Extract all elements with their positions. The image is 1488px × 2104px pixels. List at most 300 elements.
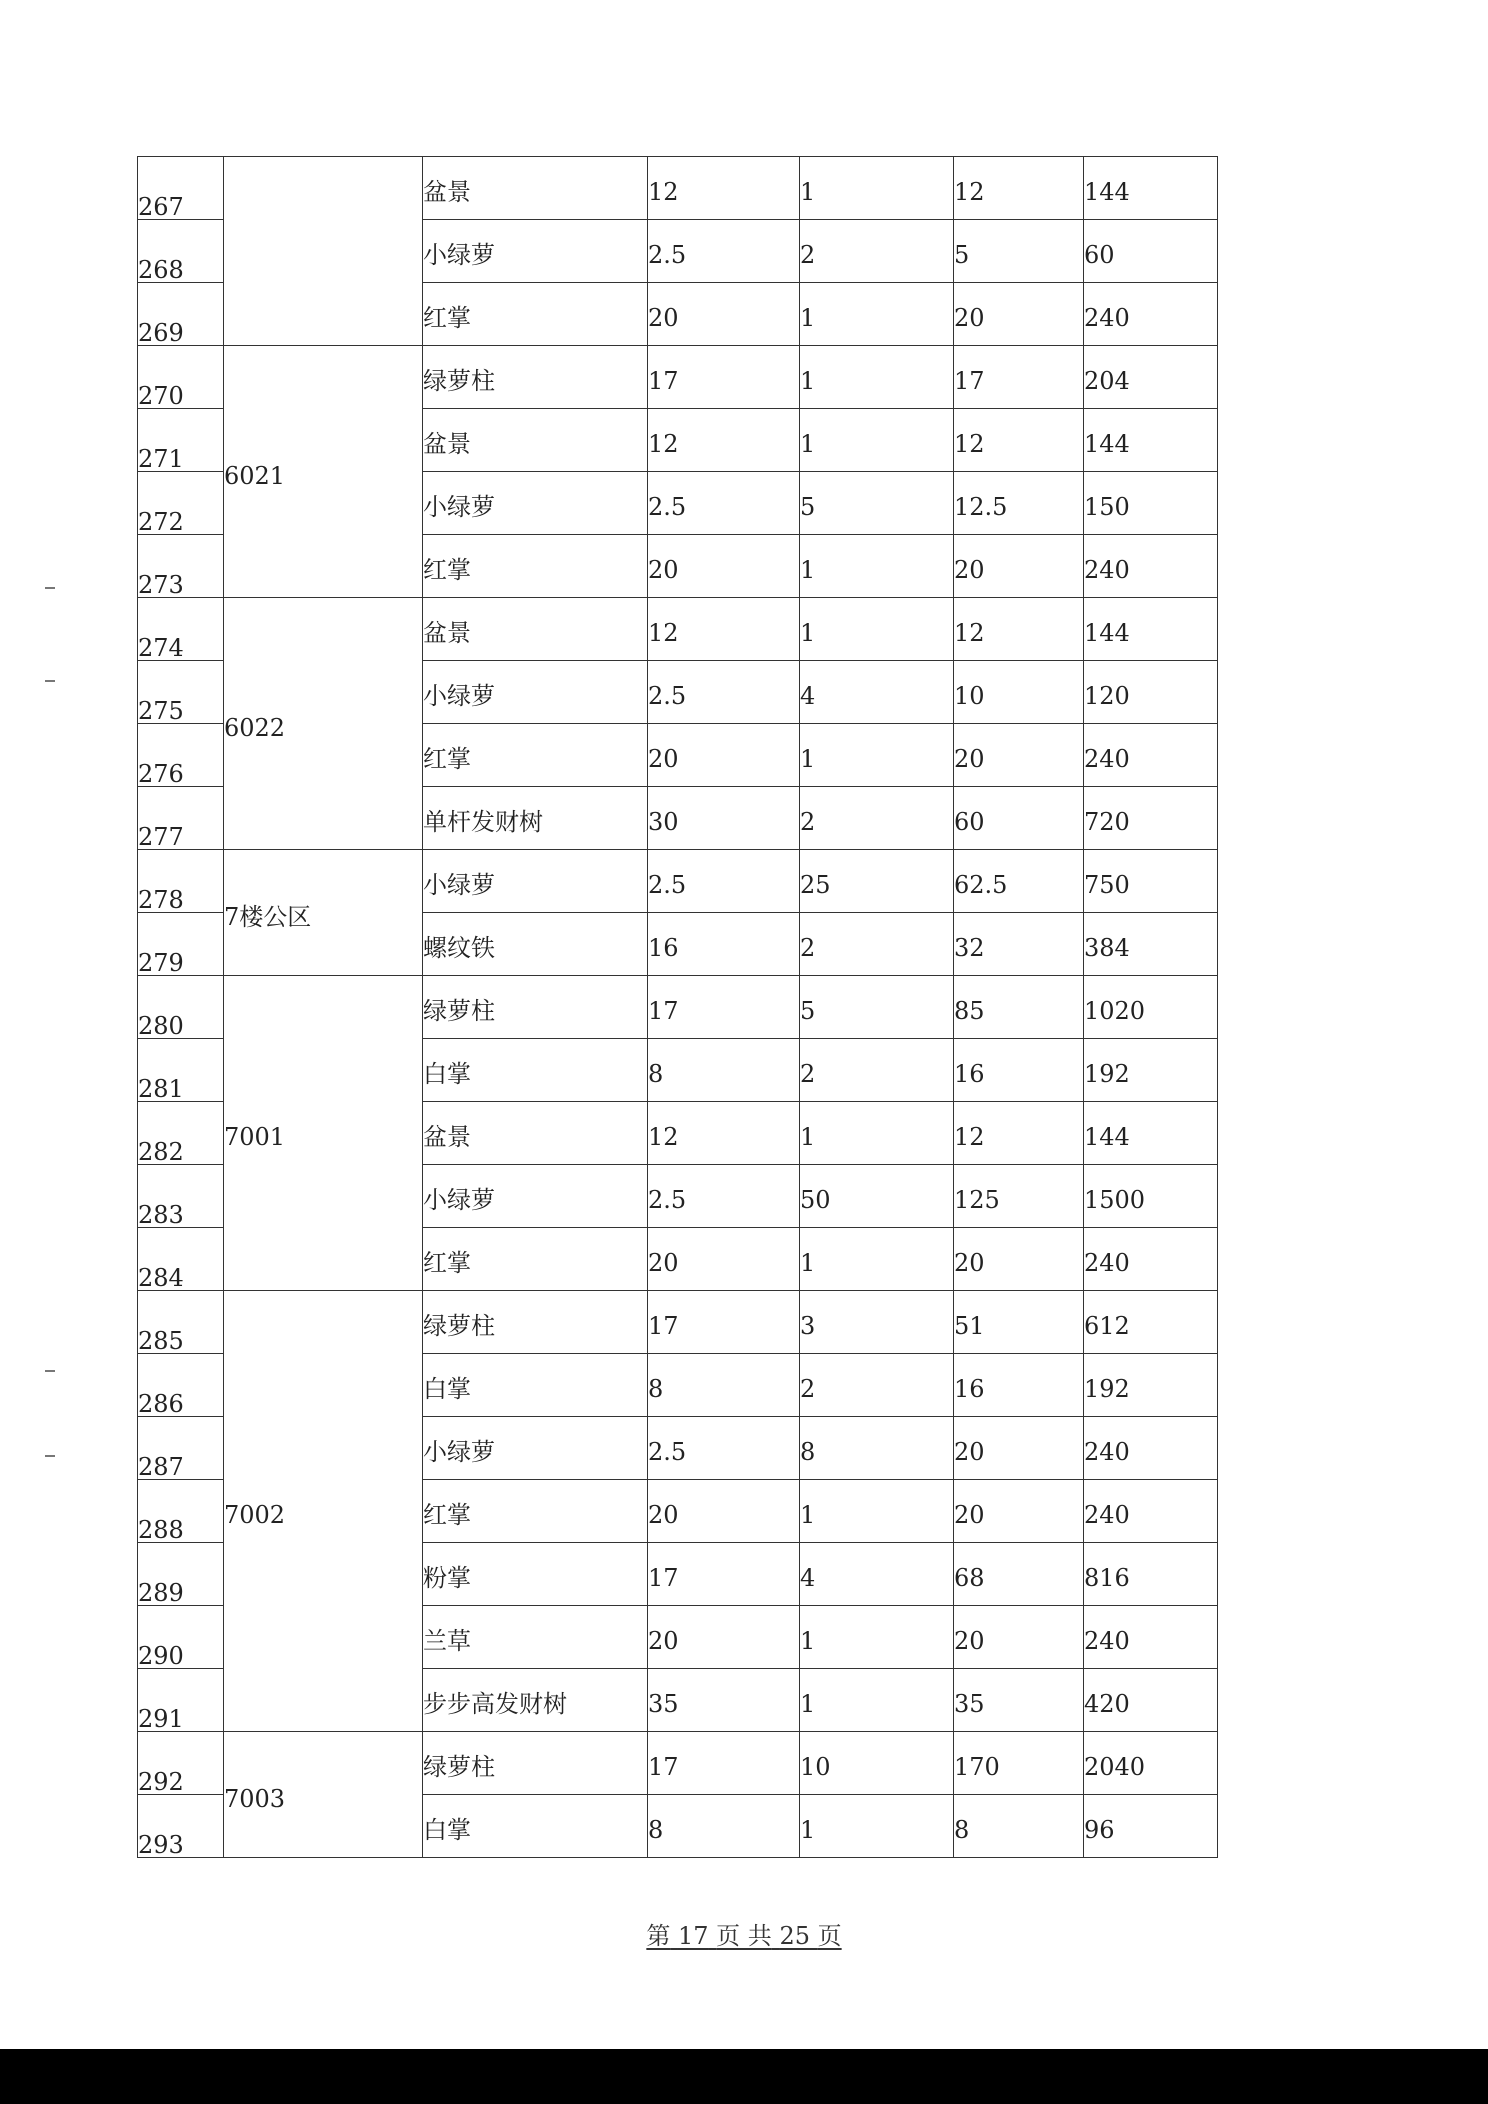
row-number-cell-text: 279 [138,949,184,977]
monthly-amount-cell [954,1795,1084,1858]
monthly-amount-cell-text: 20 [954,1438,985,1466]
row-number-cell [138,976,224,1039]
annual-amount-cell-text: 1500 [1084,1186,1146,1214]
annual-amount-cell [1084,913,1218,976]
annual-amount-cell-text: 240 [1084,1501,1130,1529]
annual-amount-cell-text: 192 [1084,1060,1130,1088]
annual-amount-cell-text: 720 [1084,808,1130,836]
quantity-cell-text: 1 [800,178,816,206]
monthly-amount-cell [954,976,1084,1039]
footer-middle: 页 共 [716,1922,772,1950]
quantity-cell-text: 3 [800,1312,816,1340]
annual-amount-cell [1084,787,1218,850]
unit-price-cell [648,1165,800,1228]
quantity-cell-text: 1 [800,1627,816,1655]
plant-name-cell-text: 螺纹铁 [423,934,495,962]
quantity-cell-text: 1 [800,1690,816,1718]
monthly-amount-cell [954,535,1084,598]
quantity-cell [800,598,954,661]
plant-name-cell [423,220,648,283]
unit-price-cell-text: 12 [648,178,679,206]
annual-amount-cell [1084,1480,1218,1543]
quantity-cell [800,283,954,346]
quantity-cell [800,220,954,283]
unit-price-cell-text: 20 [648,556,679,584]
annual-amount-cell [1084,346,1218,409]
scan-mark [45,680,55,682]
row-number-cell-text: 274 [138,634,184,662]
room-cell [224,976,423,1291]
plant-name-cell [423,598,648,661]
annual-amount-cell [1084,1165,1218,1228]
row-number-cell-text: 278 [138,886,184,914]
unit-price-cell-text: 17 [648,1564,679,1592]
plant-name-cell [423,283,648,346]
plant-name-cell-text: 盆景 [423,178,471,206]
monthly-amount-cell-text: 170 [954,1753,1000,1781]
row-number-cell-text: 288 [138,1516,184,1544]
plant-name-cell [423,1291,648,1354]
row-number-cell [138,1228,224,1291]
table-row [138,1291,1218,1354]
unit-price-cell-text: 20 [648,1627,679,1655]
plant-name-cell-text: 红掌 [423,1501,471,1529]
annual-amount-cell-text: 144 [1084,1123,1130,1151]
quantity-cell-text: 1 [800,1249,816,1277]
annual-amount-cell [1084,535,1218,598]
monthly-amount-cell [954,346,1084,409]
unit-price-cell [648,346,800,409]
annual-amount-cell [1084,724,1218,787]
unit-price-cell-text: 2.5 [648,1438,687,1466]
row-number-cell [138,472,224,535]
monthly-amount-cell [954,1291,1084,1354]
monthly-amount-cell [954,409,1084,472]
plant-name-cell-text: 步步高发财树 [423,1690,567,1718]
unit-price-cell [648,1039,800,1102]
unit-price-cell-text: 17 [648,1753,679,1781]
quantity-cell [800,472,954,535]
annual-amount-cell-text: 204 [1084,367,1130,395]
plant-name-cell [423,976,648,1039]
monthly-amount-cell-text: 68 [954,1564,985,1592]
plant-name-cell-text: 红掌 [423,304,471,332]
monthly-amount-cell-text: 12.5 [954,493,1008,521]
monthly-amount-cell [954,850,1084,913]
plant-name-cell [423,409,648,472]
quantity-cell [800,1795,954,1858]
row-number-cell [138,1606,224,1669]
quantity-cell [800,787,954,850]
table-row [138,157,1218,220]
unit-price-cell-text: 17 [648,1312,679,1340]
quantity-cell-text: 5 [800,997,816,1025]
unit-price-cell [648,472,800,535]
row-number-cell-text: 273 [138,571,184,599]
annual-amount-cell-text: 816 [1084,1564,1130,1592]
monthly-amount-cell-text: 51 [954,1312,985,1340]
plant-name-cell [423,1669,648,1732]
monthly-amount-cell [954,913,1084,976]
annual-amount-cell-text: 240 [1084,304,1130,332]
unit-price-cell-text: 2.5 [648,1186,687,1214]
room-cell-text: 6022 [224,713,286,742]
plant-name-cell [423,1417,648,1480]
quantity-cell [800,1354,954,1417]
annual-amount-cell-text: 192 [1084,1375,1130,1403]
monthly-amount-cell [954,283,1084,346]
unit-price-cell [648,1795,800,1858]
quantity-cell-text: 2 [800,241,816,269]
plant-name-cell [423,1165,648,1228]
monthly-amount-cell [954,1606,1084,1669]
annual-amount-cell-text: 240 [1084,556,1130,584]
monthly-amount-cell-text: 10 [954,682,985,710]
row-number-cell-text: 284 [138,1264,184,1292]
annual-amount-cell [1084,1732,1218,1795]
annual-amount-cell-text: 240 [1084,1249,1130,1277]
plant-name-cell-text: 红掌 [423,556,471,584]
plant-name-cell-text: 白掌 [423,1375,471,1403]
row-number-cell-text: 276 [138,760,184,788]
quantity-cell [800,1669,954,1732]
quantity-cell-text: 10 [800,1753,831,1781]
monthly-amount-cell [954,220,1084,283]
monthly-amount-cell-text: 20 [954,1627,985,1655]
quantity-cell-text: 2 [800,1060,816,1088]
annual-amount-cell [1084,661,1218,724]
plant-name-cell-text: 单杆发财树 [423,808,543,836]
row-number-cell [138,598,224,661]
unit-price-cell-text: 2.5 [648,682,687,710]
unit-price-cell [648,1543,800,1606]
plant-name-cell-text: 绿萝柱 [423,1312,495,1340]
monthly-amount-cell-text: 32 [954,934,985,962]
monthly-amount-cell-text: 85 [954,997,985,1025]
monthly-amount-cell [954,1480,1084,1543]
unit-price-cell [648,1732,800,1795]
plant-name-cell-text: 小绿萝 [423,871,495,899]
unit-price-cell [648,1354,800,1417]
row-number-cell [138,1039,224,1102]
annual-amount-cell-text: 120 [1084,682,1130,710]
quantity-cell-text: 1 [800,1123,816,1151]
unit-price-cell [648,661,800,724]
quantity-cell [800,1039,954,1102]
unit-price-cell-text: 17 [648,367,679,395]
row-number-cell [138,913,224,976]
unit-price-cell-text: 12 [648,1123,679,1151]
row-number-cell [138,1165,224,1228]
row-number-cell-text: 287 [138,1453,184,1481]
plant-name-cell [423,1039,648,1102]
quantity-cell-text: 1 [800,1501,816,1529]
monthly-amount-cell-text: 20 [954,1501,985,1529]
unit-price-cell-text: 8 [648,1060,664,1088]
monthly-amount-cell-text: 12 [954,1123,985,1151]
unit-price-cell [648,787,800,850]
plant-name-cell [423,913,648,976]
row-number-cell [138,535,224,598]
room-cell [224,346,423,598]
quantity-cell-text: 1 [800,556,816,584]
quantity-cell [800,1732,954,1795]
quantity-cell-text: 1 [800,619,816,647]
monthly-amount-cell-text: 5 [954,241,970,269]
monthly-amount-cell-text: 12 [954,430,985,458]
monthly-amount-cell-text: 20 [954,556,985,584]
row-number-cell [138,1354,224,1417]
annual-amount-cell [1084,1102,1218,1165]
current-page-number: 17 [677,1922,709,1950]
unit-price-cell-text: 20 [648,745,679,773]
row-number-cell-text: 281 [138,1075,184,1103]
monthly-amount-cell-text: 60 [954,808,985,836]
quantity-cell [800,409,954,472]
unit-price-cell [648,1417,800,1480]
monthly-amount-cell-text: 20 [954,1249,985,1277]
annual-amount-cell [1084,1669,1218,1732]
quantity-cell [800,346,954,409]
monthly-amount-cell [954,1417,1084,1480]
unit-price-cell-text: 17 [648,997,679,1025]
unit-price-cell-text: 35 [648,1690,679,1718]
annual-amount-cell [1084,1417,1218,1480]
unit-price-cell-text: 2.5 [648,241,687,269]
row-number-cell-text: 289 [138,1579,184,1607]
row-number-cell-text: 270 [138,382,184,410]
monthly-amount-cell-text: 125 [954,1186,1000,1214]
monthly-amount-cell [954,472,1084,535]
table-row [138,346,1218,409]
annual-amount-cell [1084,472,1218,535]
plant-name-cell [423,1732,648,1795]
annual-amount-cell [1084,850,1218,913]
quantity-cell-text: 1 [800,367,816,395]
row-number-cell-text: 290 [138,1642,184,1670]
annual-amount-cell-text: 384 [1084,934,1130,962]
room-cell-text: 7楼公区 [224,902,312,931]
quantity-cell [800,976,954,1039]
plant-name-cell [423,535,648,598]
room-cell [224,598,423,850]
monthly-amount-cell [954,787,1084,850]
room-cell [224,1732,423,1858]
annual-amount-cell-text: 60 [1084,241,1115,269]
footer-prefix: 第 [646,1922,671,1950]
quantity-cell [800,724,954,787]
annual-amount-cell-text: 420 [1084,1690,1130,1718]
annual-amount-cell-text: 750 [1084,871,1130,899]
plant-name-cell [423,1795,648,1858]
table-row [138,598,1218,661]
row-number-cell [138,850,224,913]
annual-amount-cell-text: 144 [1084,430,1130,458]
plant-name-cell-text: 盆景 [423,1123,471,1151]
monthly-amount-cell [954,1102,1084,1165]
unit-price-cell [648,157,800,220]
row-number-cell [138,1669,224,1732]
unit-price-cell-text: 2.5 [648,871,687,899]
plant-name-cell [423,1543,648,1606]
monthly-amount-cell-text: 62.5 [954,871,1008,899]
quantity-cell [800,1165,954,1228]
plant-name-cell [423,787,648,850]
annual-amount-cell [1084,220,1218,283]
unit-price-cell [648,1669,800,1732]
quantity-cell-text: 25 [800,871,831,899]
monthly-amount-cell [954,1039,1084,1102]
annual-amount-cell-text: 612 [1084,1312,1130,1340]
plant-name-cell [423,1606,648,1669]
row-number-cell [138,661,224,724]
monthly-amount-cell-text: 16 [954,1375,985,1403]
unit-price-cell-text: 20 [648,1501,679,1529]
row-number-cell [138,283,224,346]
quantity-cell [800,850,954,913]
table-row [138,850,1218,913]
annual-amount-cell [1084,409,1218,472]
row-number-cell-text: 293 [138,1831,184,1859]
room-cell-text: 6021 [224,461,286,490]
unit-price-cell-text: 20 [648,304,679,332]
monthly-amount-cell-text: 12 [954,619,985,647]
monthly-amount-cell-text: 17 [954,367,985,395]
annual-amount-cell [1084,283,1218,346]
room-cell [224,157,423,346]
row-number-cell-text: 291 [138,1705,184,1733]
quantity-cell [800,535,954,598]
row-number-cell [138,1102,224,1165]
plant-name-cell [423,472,648,535]
annual-amount-cell-text: 96 [1084,1816,1115,1844]
unit-price-cell-text: 8 [648,1375,664,1403]
room-cell-text: 7003 [224,1784,286,1813]
row-number-cell-text: 269 [138,319,184,347]
room-cell-text: 7002 [224,1501,286,1529]
plant-name-cell-text: 红掌 [423,745,471,773]
unit-price-cell [648,1228,800,1291]
unit-price-cell [648,283,800,346]
annual-amount-cell [1084,1039,1218,1102]
row-number-cell-text: 271 [138,445,184,473]
plant-name-cell-text: 红掌 [423,1249,471,1277]
row-number-cell [138,409,224,472]
quantity-cell [800,1480,954,1543]
quantity-cell [800,1417,954,1480]
monthly-amount-cell [954,1354,1084,1417]
monthly-amount-cell [954,1732,1084,1795]
unit-price-cell [648,1291,800,1354]
monthly-amount-cell [954,1543,1084,1606]
plant-name-cell [423,157,648,220]
monthly-amount-cell [954,661,1084,724]
quantity-cell [800,913,954,976]
annual-amount-cell-text: 150 [1084,493,1130,521]
quantity-cell [800,1102,954,1165]
row-number-cell [138,157,224,220]
plant-name-cell [423,346,648,409]
plant-name-cell [423,1354,648,1417]
quantity-cell [800,1606,954,1669]
monthly-amount-cell-text: 16 [954,1060,985,1088]
plant-name-cell-text: 盆景 [423,430,471,458]
annual-amount-cell-text: 144 [1084,178,1130,206]
row-number-cell-text: 275 [138,697,184,725]
row-number-cell [138,724,224,787]
unit-price-cell [648,598,800,661]
row-number-cell [138,787,224,850]
plant-name-cell-text: 绿萝柱 [423,997,495,1025]
monthly-amount-cell-text: 12 [954,178,985,206]
unit-price-cell-text: 2.5 [648,493,687,521]
row-number-cell [138,346,224,409]
row-number-cell [138,1543,224,1606]
quantity-cell [800,1543,954,1606]
unit-price-cell [648,220,800,283]
quantity-cell-text: 4 [800,1564,816,1592]
unit-price-cell-text: 12 [648,619,679,647]
plant-name-cell [423,661,648,724]
row-number-cell-text: 267 [138,193,184,221]
annual-amount-cell [1084,1606,1218,1669]
scan-mark [45,1455,55,1457]
page-footer [0,1916,1488,1951]
row-number-cell-text: 268 [138,256,184,284]
scan-mark [45,587,55,589]
monthly-amount-cell [954,157,1084,220]
table-row [138,1732,1218,1795]
row-number-cell-text: 282 [138,1138,184,1166]
unit-price-cell [648,1606,800,1669]
monthly-amount-cell [954,1165,1084,1228]
row-number-cell-text: 286 [138,1390,184,1418]
quantity-cell [800,1228,954,1291]
annual-amount-cell-text: 240 [1084,745,1130,773]
quantity-cell-text: 4 [800,682,816,710]
annual-amount-cell [1084,1543,1218,1606]
plant-name-cell [423,724,648,787]
quantity-cell-text: 5 [800,493,816,521]
monthly-amount-cell-text: 20 [954,304,985,332]
monthly-amount-cell-text: 20 [954,745,985,773]
quantity-cell-text: 8 [800,1438,816,1466]
row-number-cell [138,1732,224,1795]
plant-name-cell-text: 盆景 [423,619,471,647]
plant-name-cell-text: 绿萝柱 [423,367,495,395]
plant-name-cell-text: 白掌 [423,1816,471,1844]
unit-price-cell [648,409,800,472]
unit-price-cell [648,724,800,787]
annual-amount-cell [1084,1228,1218,1291]
row-number-cell [138,1291,224,1354]
annual-amount-cell [1084,1795,1218,1858]
room-cell [224,850,423,976]
plant-name-cell [423,1102,648,1165]
unit-price-cell-text: 16 [648,934,679,962]
monthly-amount-cell [954,598,1084,661]
row-number-cell [138,1795,224,1858]
plant-list-table [137,156,1218,1858]
quantity-cell-text: 1 [800,1816,816,1844]
page-number-line [646,1922,841,1950]
monthly-amount-cell [954,1228,1084,1291]
row-number-cell-text: 272 [138,508,184,536]
plant-name-cell-text: 兰草 [423,1627,471,1655]
scan-mark [45,1370,55,1372]
row-number-cell-text: 280 [138,1012,184,1040]
quantity-cell-text: 50 [800,1186,831,1214]
